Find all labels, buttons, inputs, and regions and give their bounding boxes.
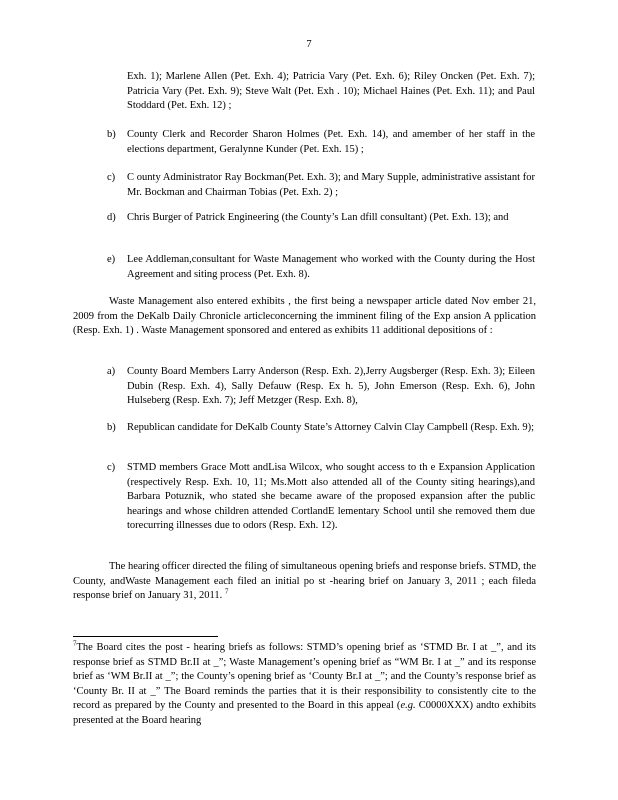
footnote	[73, 641, 536, 728]
paragraph-text: The hearing officer directed the filing of simultaneous opening briefs and response briefs. STMD, the County, andWaste Management each filed an initial po st -hearing brief on January 3, 2011 ; each fileda response brief on January 31, 2011.	[73, 561, 536, 601]
footnote-text-end: C0000XXX) andto exhibits presented at the Board hearing	[73, 700, 536, 726]
page-number: 7	[306, 39, 312, 50]
paragraph-hearing-briefs	[73, 560, 536, 604]
list1-item-c	[107, 171, 535, 200]
list2-item-a	[107, 365, 535, 409]
footnote-italic: e.g.	[400, 700, 416, 711]
footnote-reference: 7	[224, 587, 229, 596]
list1-item-d	[107, 211, 535, 226]
list-text: County Clerk and Recorder Sharon Holmes (Pet. Exh. 14), and amember of her staff in the elections department, Geralynne Kunder (Pet. Exh. 15) ;	[127, 129, 535, 155]
list-label: e)	[107, 254, 116, 265]
list1-item-b	[107, 128, 535, 157]
continued-list-item: Exh. 1); Marlene Allen (Pet. Exh. 4); Patricia Vary (Pet. Exh. 6); Riley Oncken (Pet. Exh. 7); Patricia Vary (Pet. Exh. 9); Steve Walt (Pet. Exh . 10); Michael Haines (Pet. Exh. 11); and Paul Stoddard (Pet. Exh. 12) ;	[127, 71, 535, 111]
footnote-text: The Board cites the post - hearing briefs as follows: STMD’s opening brief as ‘STMD Br. I at _”, and its response brief as STMD Br.II at _”; Waste Management’s opening brief as “WM Br. I at _” and its response brief as ‘WM Br.II at _”; the County’s opening brief as ‘County Br.I at _”; and the County’s response brief as ‘County Br. II at _” The Board reminds the parties that it is their responsibility to consistently cite to the record as prepared by the County and presented to the Board in this appeal (	[73, 642, 536, 711]
paragraph-waste-management-exhibits	[73, 295, 536, 339]
list-text: C ounty Administrator Ray Bockman(Pet. Exh. 3); and Mary Supple, administrative assistant for Mr. Bockman and Chairman Tobias (Pet. Exh. 2) ;	[127, 172, 535, 198]
list2-item-c	[107, 461, 535, 534]
list1-item-e	[107, 253, 535, 282]
list-text: County Board Members Larry Anderson (Resp. Exh. 2),Jerry Augsberger (Resp. Exh. 3); Eileen Dubin (Resp. Exh. 4), Sally Defauw (Resp. Ex h. 5), John Emerson (Resp. Exh. 6), John Hulseberg (Resp. Exh. 7); Jeff Metzger (Resp. Exh. 8),	[127, 366, 535, 406]
paragraph-text: Waste Management also entered exhibits , the first being a newspaper article dated Nov ember 21, 2009 from the DeKalb Daily Chronicle articleconcerning the imminent filing of the Exp ansion A pplication (Resp. Exh. 1) . Waste Management sponsored and entered as exhibits 11 additional depositions of :	[73, 296, 536, 336]
list-label: c)	[107, 462, 116, 473]
list-label: b)	[107, 129, 116, 140]
list-label: a)	[107, 366, 116, 377]
list-label: d)	[107, 212, 116, 223]
list-label: b)	[107, 422, 116, 433]
list-text: Lee Addleman,consultant for Waste Management who worked with the County during the Host Agreement and siting process (Pet. Exh. 8).	[127, 254, 535, 280]
footnote-marker: 7	[73, 639, 77, 648]
list-text: Republican candidate for DeKalb County State’s Attorney Calvin Clay Campbell (Resp. Exh. 9);	[127, 422, 535, 433]
list-label: c)	[107, 172, 116, 183]
list2-item-b	[107, 421, 535, 436]
list-text: STMD members Grace Mott andLisa Wilcox, who sought access to th e Expansion Application (respectively Resp. Exh. 10, 11; Ms.Mott also attended all of the County siting hearings),and Barbara Potuznik, who stated she became aware of the proposed expansion after the public hearings and whose children attended CortlandE lementary School until she removed them due torecurring illnesses due to odors (Resp. Exh. 12).	[127, 462, 535, 531]
footnote-separator	[73, 636, 218, 637]
list-text: Chris Burger of Patrick Engineering (the County’s Lan dfill consultant) (Pet. Exh. 13); and	[127, 212, 509, 223]
